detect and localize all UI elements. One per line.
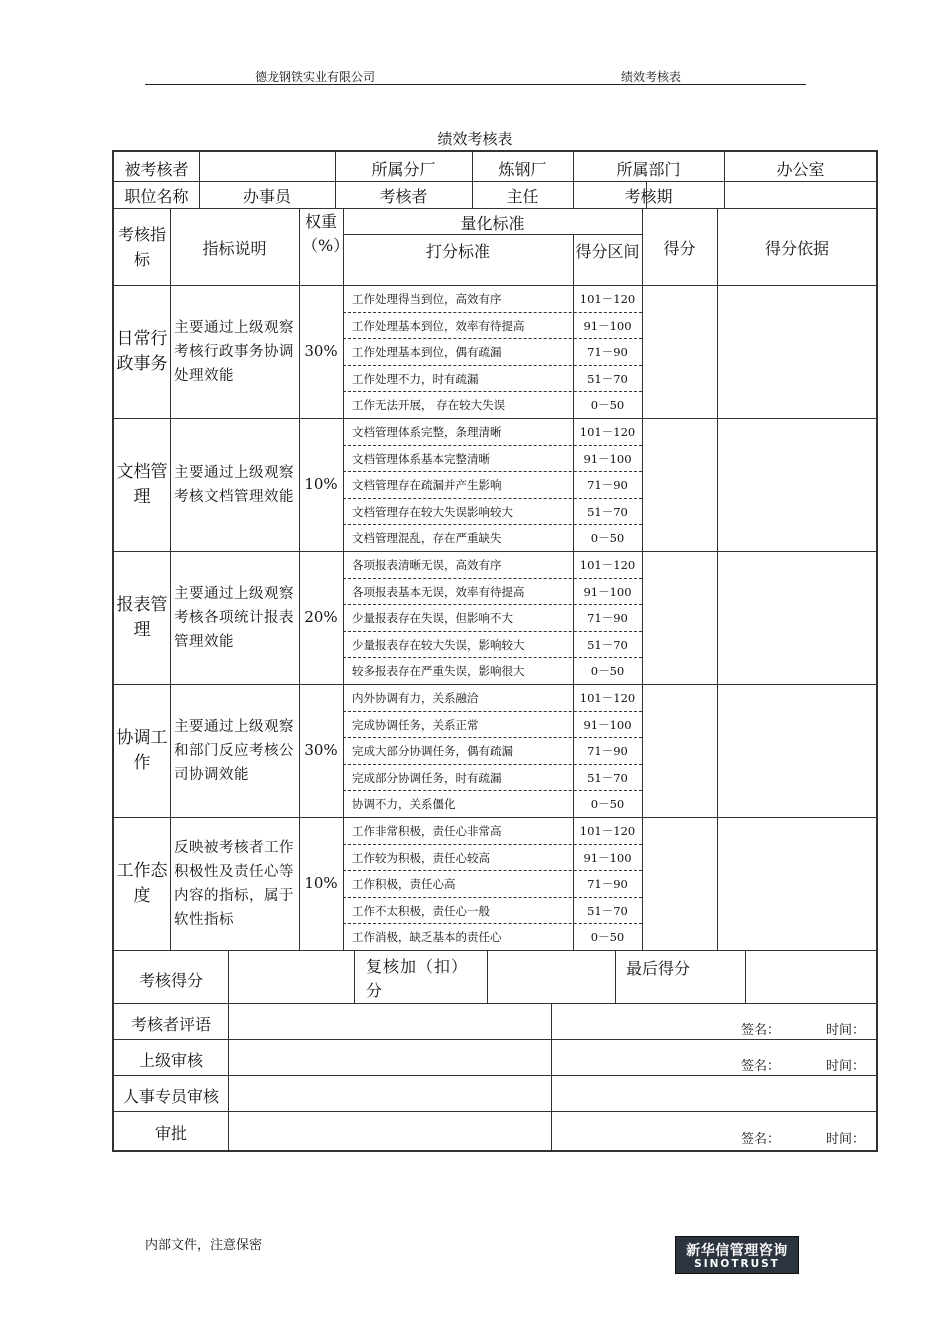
section-weight: 30% [304,740,338,759]
range-text: 71－90 [587,744,628,759]
section-desc: 主要通过上级观察和部门反应考核公司协调效能 [174,718,294,783]
label-review-adjust: 复核加（扣）分 [366,957,469,1000]
criteria-text: 工作非常积极，责任心非常高 [352,824,502,838]
range-text: 0－50 [590,531,625,546]
range-text: 0－50 [590,664,625,679]
section-name: 报表管理 [116,594,168,640]
criteria-text: 协调不力，关系僵化 [352,797,456,812]
basis-input[interactable] [718,552,876,683]
head-weight: 权重（%） [302,212,350,255]
criteria-row-divider [343,338,642,339]
section-desc: 反映被考核者工作积极性及责任心等内容的指标，属于软性指标 [174,839,294,928]
criteria-row-divider [343,391,642,392]
total-score-input[interactable] [229,951,353,1002]
head-quant: 量化标准 [460,214,525,233]
section-name: 日常行政事务 [116,328,168,374]
approval-label: 人事专员审核 [122,1087,219,1106]
range-text: 51－70 [587,504,628,519]
head-criteria: 打分标准 [425,242,490,261]
criteria-row-divider [343,790,642,791]
criteria-row-divider [343,844,642,845]
approval-comment-input[interactable] [229,1076,550,1110]
value-appraiser: 主任 [506,187,539,206]
criteria-row-divider [343,631,642,632]
range-text: 0－50 [590,398,625,413]
head-score: 得分 [663,239,696,258]
label-final-score: 最后得分 [626,959,691,978]
section-desc: 主要通过上级观察考核各项统计报表管理效能 [174,585,294,650]
form-title: 绩效考核表 [437,130,513,148]
value-branch: 炼钢厂 [498,160,547,179]
criteria-text: 文档管理存在疏漏并产生影响 [352,478,502,493]
label-total-score: 考核得分 [138,971,203,990]
head-basis: 得分依据 [764,239,829,258]
period-field[interactable] [725,182,876,207]
criteria-row-divider [343,897,642,898]
approval-comment-input[interactable] [229,1004,550,1038]
label-branch: 所属分厂 [371,160,436,179]
section-name: 工作态度 [116,860,168,906]
criteria-row-divider [343,657,642,658]
approval-comment-input[interactable] [229,1112,550,1149]
value-position: 办事员 [242,187,291,206]
criteria-text: 文档管理混乱，存在严重缺失 [352,531,502,546]
criteria-row-divider [343,471,642,472]
criteria-text: 各项报表清晰无误，高效有序 [352,558,502,572]
criteria-text: 工作处理基本到位，效率有待提高 [352,318,525,333]
appraisal-table [112,150,878,1152]
approval-label: 审批 [154,1124,187,1143]
info-header-divider [114,208,877,209]
section-desc: 主要通过上级观察考核行政事务协调处理效能 [174,319,294,384]
basis-input[interactable] [718,818,876,949]
label-appraisee: 被考核者 [124,160,189,179]
criteria-text: 文档管理存在较大失误影响较大 [352,504,513,519]
range-text: 91－100 [583,850,632,865]
score-input[interactable] [643,818,716,949]
company-name: 德龙钢铁实业有限公司 [255,70,376,84]
range-text: 51－70 [587,903,628,918]
section-name: 协调工作 [116,727,168,773]
section-weight: 20% [304,607,338,626]
criteria-text: 较多报表存在严重失误，影响很大 [352,664,525,679]
basis-input[interactable] [718,685,876,816]
section-weight: 10% [304,873,338,892]
range-text: 71－90 [587,345,628,360]
quant-divider [343,234,642,235]
approval-col-line [551,1003,552,1150]
range-text: 91－100 [583,318,632,333]
criteria-row-divider [343,445,642,446]
label-position: 职位名称 [124,187,189,206]
criteria-text: 各项报表基本无误，效率有待提高 [352,584,525,599]
score-input[interactable] [643,685,716,816]
range-text: 71－90 [587,877,628,892]
range-text: 0－50 [590,797,625,812]
sign-label: 签名： [741,1132,781,1147]
criteria-text: 完成大部分协调任务，偶有疏漏 [352,744,513,759]
section-weight: 10% [304,474,338,493]
page-header [145,68,806,85]
score-input[interactable] [643,552,716,683]
approval-label: 考核者评语 [130,1015,211,1034]
sign-label: 签名： [741,1023,781,1038]
confidential-note: 内部文件，注意保密 [145,1238,263,1253]
criteria-text: 少量报表存在较大失误，影响较大 [352,637,525,652]
col-line-criteria [343,208,344,950]
final-score-input[interactable] [746,951,876,1002]
range-text: 71－90 [587,478,628,493]
criteria-text: 少量报表存在失误，但影响不大 [352,611,513,626]
range-text: 71－90 [587,611,628,626]
appraisee-field[interactable] [200,153,334,180]
basis-input[interactable] [718,419,876,550]
col-line-weight [299,208,300,950]
head-desc: 指标说明 [202,239,267,258]
criteria-text: 工作积极，责任心高 [352,877,456,892]
criteria-text: 内外协调有力，关系融洽 [352,691,479,705]
head-range: 得分区间 [575,242,640,261]
header-doc-title: 绩效考核表 [621,70,682,84]
score-input[interactable] [643,419,716,550]
label-department: 所属部门 [616,160,681,179]
range-text: 0－50 [590,930,625,945]
criteria-row-divider [343,923,642,924]
label-appraiser: 考核者 [379,187,428,206]
range-text: 101－120 [579,691,636,705]
criteria-text: 工作处理基本到位，偶有疏漏 [352,345,502,360]
criteria-row-divider [343,764,642,765]
criteria-text: 工作无法开展， 存在较大失误 [352,398,506,413]
criteria-row-divider [343,312,642,313]
section-name: 文档管理 [116,461,168,507]
logo-cn-text: 新华信管理咨询 [686,1243,788,1259]
range-text: 51－70 [587,371,628,386]
criteria-text: 工作不太积极，责任心一般 [352,903,490,918]
criteria-text: 工作消极，缺乏基本的责任心 [352,930,502,945]
label-period: 考核期 [624,187,673,206]
criteria-row-divider [343,711,642,712]
criteria-text: 文档管理体系完整，条理清晰 [352,425,502,439]
criteria-text: 工作处理得当到位，高效有序 [352,292,502,306]
review-adjust-input[interactable] [488,951,614,1002]
approval-label: 上级审核 [138,1051,203,1070]
range-text: 91－100 [583,717,632,732]
summary-col-line [615,950,616,1003]
criteria-row-divider [343,365,642,366]
summary-col-line [354,950,355,1003]
criteria-row-divider [343,498,642,499]
col-line-desc [170,208,171,950]
criteria-row-divider [343,870,642,871]
criteria-text: 工作较为积极，责任心较高 [352,850,490,865]
approval-comment-input[interactable] [229,1040,550,1074]
range-text: 91－100 [583,584,632,599]
range-text: 91－100 [583,451,632,466]
criteria-text: 完成协调任务，关系正常 [352,717,479,732]
criteria-row-divider [343,604,642,605]
range-text: 101－120 [579,292,636,306]
criteria-row-divider [343,737,642,738]
range-text: 101－120 [579,558,636,572]
section-desc: 主要通过上级观察考核文档管理效能 [174,464,294,505]
time-label: 时间： [826,1132,866,1147]
criteria-text: 文档管理体系基本完整清晰 [352,451,490,466]
logo-en-text: SINOTRUST [694,1258,780,1270]
range-text: 101－120 [579,425,636,439]
sign-label: 签名： [741,1059,781,1074]
criteria-text: 完成部分协调任务，时有疏漏 [352,770,502,785]
range-text: 101－120 [579,824,636,838]
value-department: 办公室 [776,160,825,179]
criteria-text: 工作处理不力，时有疏漏 [352,371,479,386]
section-weight: 30% [304,341,338,360]
score-input[interactable] [643,286,716,417]
time-label: 时间： [826,1023,866,1038]
basis-input[interactable] [718,286,876,417]
criteria-row-divider [343,578,642,579]
range-text: 51－70 [587,770,628,785]
head-indicator: 考核指标 [117,225,166,269]
range-text: 51－70 [587,637,628,652]
sinotrust-logo [675,1236,799,1274]
time-label: 时间： [826,1059,866,1074]
criteria-row-divider [343,524,642,525]
